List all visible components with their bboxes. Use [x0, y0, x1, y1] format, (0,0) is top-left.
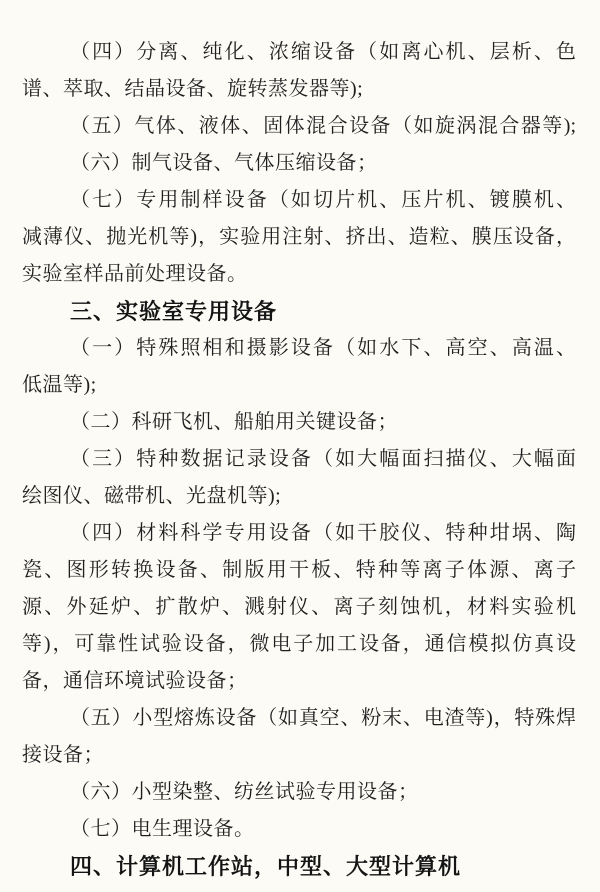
text-line: （六）小型染整、纺丝试验专用设备；: [70, 781, 419, 803]
text-line: 源、外延炉、扩散炉、溅射仪、离子刻蚀机，材料实验机: [22, 596, 576, 618]
text-line: 低温等);: [22, 374, 97, 396]
text-line: 接设备；: [22, 744, 104, 766]
text-line: 实验室样品前处理设备。: [22, 263, 248, 285]
text-line: （四）材料科学专用设备（如干胶仪、特种坩埚、陶: [70, 522, 576, 544]
text-line: （二）科研飞机、船舶用关键设备；: [70, 411, 398, 433]
text-line: 备，通信环境试验设备；: [22, 670, 248, 692]
text-line: （七）电生理设备。: [70, 818, 255, 840]
section-heading: 四、计算机工作站，中型、大型计算机: [70, 854, 462, 879]
text-line: 绘图仪、磁带机、光盘机等);: [22, 485, 282, 507]
text-line: （六）制气设备、气体压缩设备；: [70, 152, 378, 174]
text-line: （三）特种数据记录设备（如大幅面扫描仪、大幅面: [70, 448, 576, 470]
text-line: （一）特殊照相和摄影设备（如水下、高空、高温、: [70, 337, 576, 359]
text-line: （七）专用制样设备（如切片机、压片机、镀膜机、: [70, 189, 576, 211]
text-line: （四）分离、纯化、浓缩设备（如离心机、层析、色: [70, 41, 576, 63]
text-line: （五）小型熔炼设备（如真空、粉末、电渣等)，特殊焊: [70, 707, 576, 729]
text-line: 减薄仪、抛光机等)，实验用注射、挤出、造粒、膜压设备，: [22, 226, 576, 248]
text-line: （五）气体、液体、固体混合设备（如旋涡混合器等);: [70, 115, 576, 137]
text-line: 等)，可靠性试验设备，微电子加工设备，通信模拟仿真设: [22, 633, 576, 655]
text-line: 谱、萃取、结晶设备、旋转蒸发器等);: [22, 78, 364, 100]
text-line: 瓷、图形转换设备、制版用干板、特种等离子体源、离子: [22, 559, 576, 581]
section-heading: 三、实验室专用设备: [70, 299, 278, 324]
